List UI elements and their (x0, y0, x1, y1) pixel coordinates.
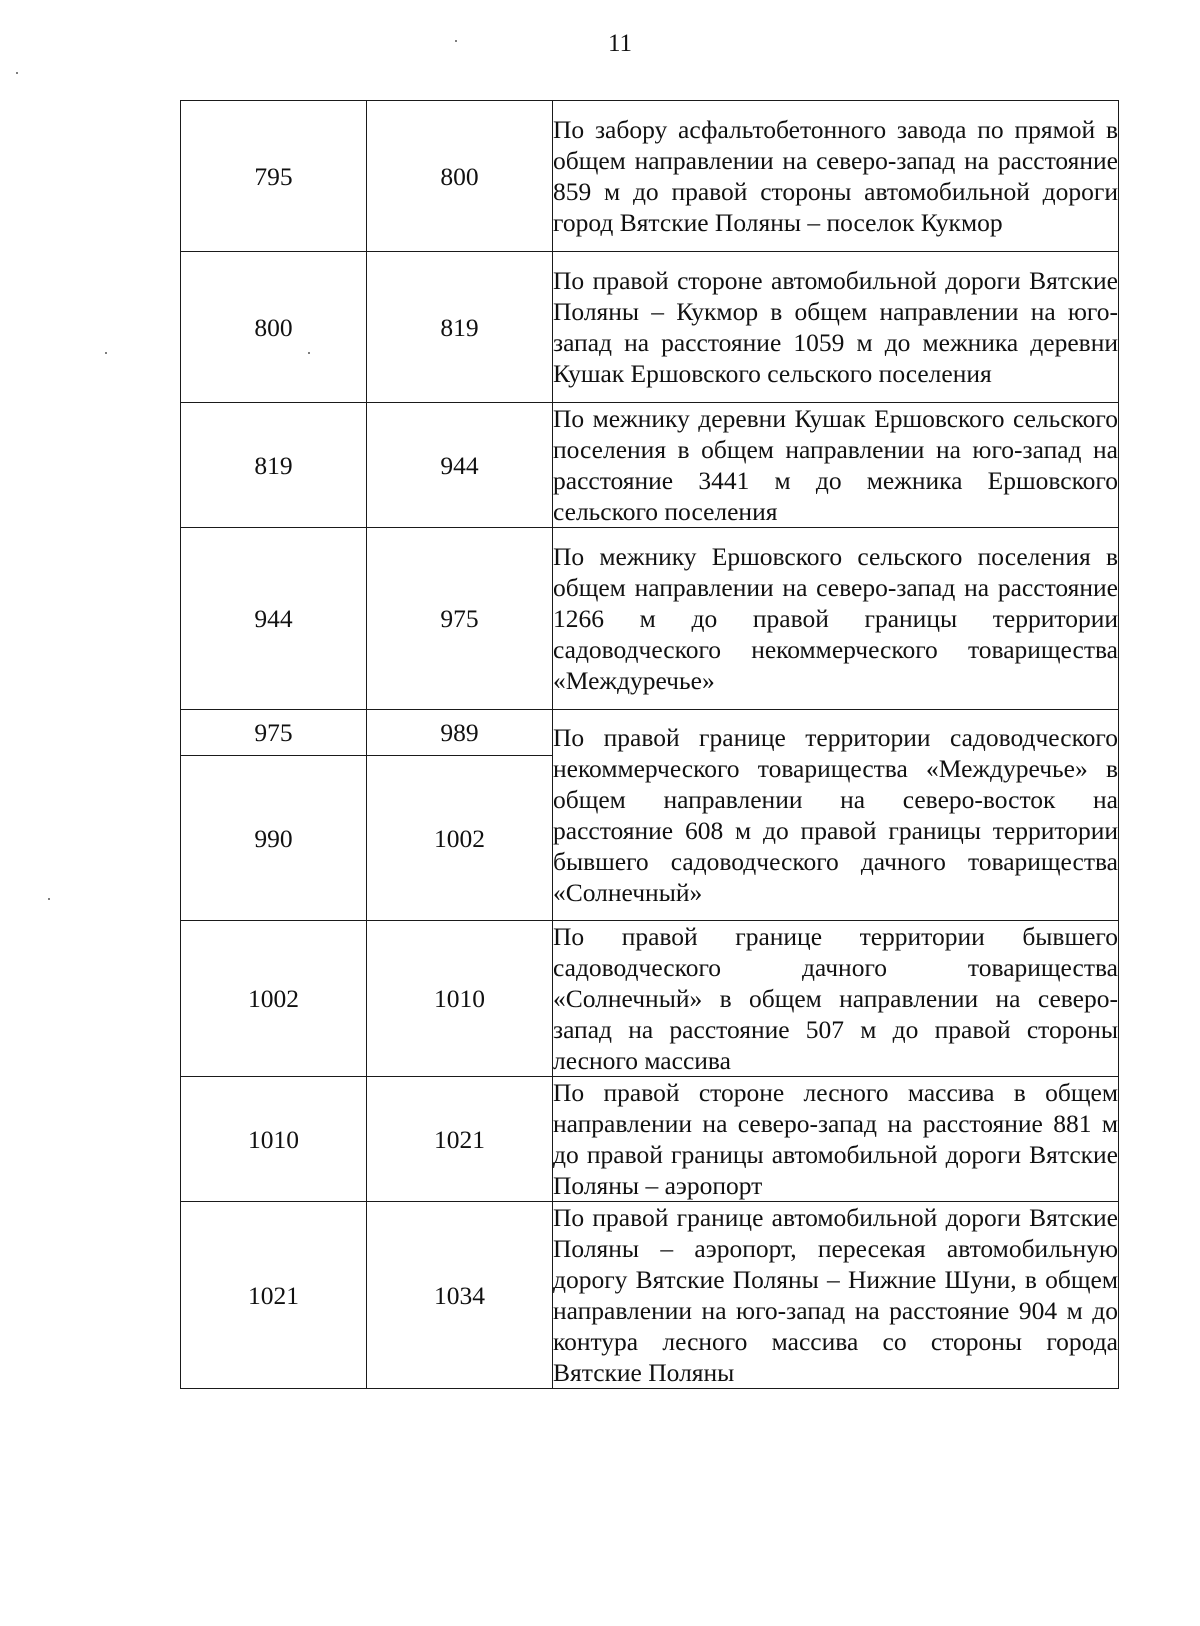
table-row (181, 1077, 1119, 1202)
description-cell: По правой стороне лесного массива в общем направлении на северо-запад на расстояние 881 м до правой границы автомобильной дороги Вятские Поляны – аэропорт (553, 1078, 1118, 1200)
to-point-cell: 944 (367, 403, 553, 528)
table-row (181, 101, 1119, 252)
scan-speck (48, 898, 50, 900)
scan-speck (16, 72, 18, 74)
description-cell: По межнику деревни Кушак Ершовского сельского поселения в общем направлении на юго-запад на расстояние 3441 м до межника Ершовского сельского поселения (553, 404, 1118, 526)
table-row (181, 710, 1119, 756)
to-point-cell: 1034 (367, 1202, 553, 1389)
from-point-cell: 944 (181, 528, 367, 710)
description-cell: По правой границе территории садоводческого некоммерческого товарищества «Междуречье» в общем направлении на северо-восток на расстояние 608 м до правой границы территории бывшего садоводческого дачного товарищества «Солнечный» (553, 710, 1119, 921)
from-point-cell: 990 (181, 756, 367, 921)
description-cell: По правой границе территории бывшего садоводческого дачного товарищества «Солнечный» в общем направлении на северо-запад на расстояние 507 м до правой стороны лесного массива (553, 922, 1118, 1075)
table-row (181, 252, 1119, 403)
from-point-cell: 795 (181, 101, 367, 252)
to-point-cell: 1002 (367, 756, 553, 921)
to-point-cell: 1010 (367, 921, 553, 1077)
from-point-cell: 800 (181, 252, 367, 403)
page-number: 11 (607, 30, 633, 57)
to-point-cell: 1021 (367, 1077, 553, 1202)
description-cell: По правой стороне автомобильной дороги Вятские Поляны – Кукмор в общем направлении на юго-запад на расстояние 1059 м до межника деревни Кушак Ершовского сельского поселения (553, 252, 1119, 403)
to-point-cell: 800 (367, 101, 553, 252)
from-point-cell: 819 (181, 403, 367, 528)
table-row (181, 921, 1119, 1077)
description-cell: По забору асфальтобетонного завода по прямой в общем направлении на северо-запад на расстояние 859 м до правой стороны автомобильной дороги город Вятские Поляны – поселок Кукмор (553, 101, 1119, 252)
to-point-cell: 989 (367, 710, 553, 756)
scan-speck (455, 40, 457, 42)
description-cell: По межнику Ершовского сельского поселения в общем направлении на северо-запад на расстояние 1266 м до правой границы территории садоводческого некоммерческого товарищества «Междуречье» (553, 528, 1119, 710)
to-point-cell: 975 (367, 528, 553, 710)
description-cell: По правой границе автомобильной дороги Вятские Поляны – аэропорт, пересекая автомобильную дорогу Вятские Поляны – Нижние Шуни, в общем направлении на юго-запад на расстояние 904 м до контура лесного массива со стороны города Вятские Поляны (553, 1203, 1118, 1387)
from-point-cell: 975 (181, 710, 367, 756)
from-point-cell: 1021 (181, 1202, 367, 1389)
table-row (181, 528, 1119, 710)
table-row (181, 1202, 1119, 1389)
to-point-cell: 819 (367, 252, 553, 403)
boundary-description-table (180, 100, 1119, 1389)
from-point-cell: 1010 (181, 1077, 367, 1202)
from-point-cell: 1002 (181, 921, 367, 1077)
scan-speck (308, 352, 310, 354)
scan-speck (105, 352, 107, 354)
table-row (181, 403, 1119, 528)
